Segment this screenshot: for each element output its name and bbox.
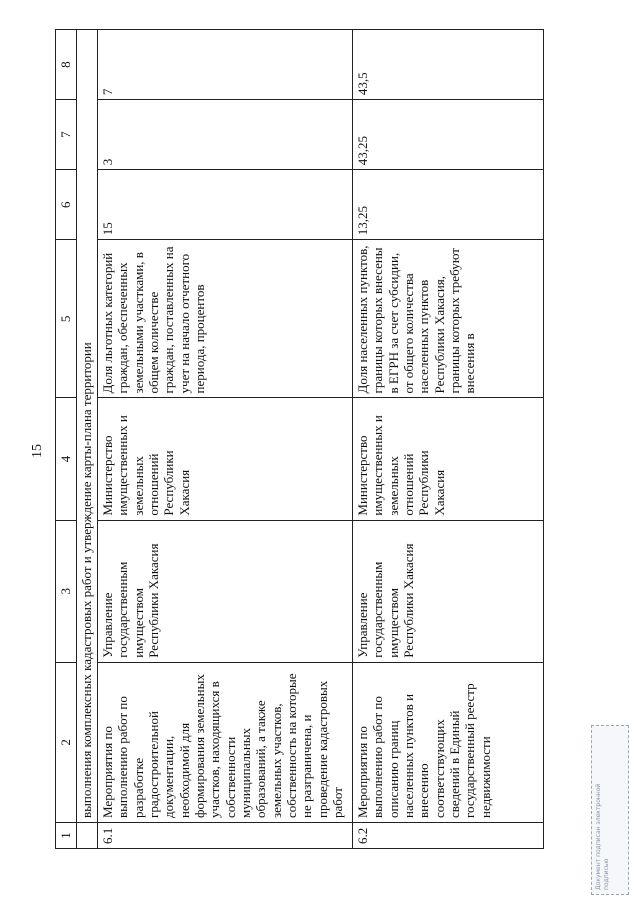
stamp-text: Документ подписан электронной подписью (595, 783, 610, 890)
page-number: 15 (30, 444, 45, 458)
header-cell: 6 (56, 170, 77, 240)
table-row (98, 30, 353, 849)
empty-cell (77, 822, 98, 848)
header-cell: 4 (56, 398, 77, 520)
value-cell-7: 43,25 (353, 100, 544, 170)
header-cell: 7 (56, 100, 77, 170)
value-cell-7: 3 (98, 100, 353, 170)
header-cell: 1 (56, 822, 77, 848)
value-cell-8: 43,5 (353, 30, 544, 100)
row-number: 6.1 (98, 822, 353, 848)
program-table (55, 29, 544, 849)
rotated-table-container (55, 29, 585, 849)
header-row (56, 30, 77, 849)
header-cell: 5 (56, 240, 77, 398)
row-number: 6.2 (353, 822, 544, 848)
table-row (353, 30, 544, 849)
ministry-cell: Министерство имущественных и земельных отношений Республики Хакасия (98, 398, 353, 520)
executor-cell: Управление государственным имуществом Республики Хакасия (98, 520, 353, 662)
indicator-cell: Доля льготных категорий граждан, обеспеченных земельными участками, в общем количестве граждан, поставленных на учет на начало отчетного периода, процентов (98, 240, 353, 398)
header-cell: 8 (56, 30, 77, 100)
electronic-signature-stamp (591, 725, 629, 895)
value-cell-8: 7 (98, 30, 353, 100)
measure-cell: Мероприятия по выполнению работ по разработке градостроительной документации, необходимой для формирования земельных участков, находящихся в собственности муниципальных образований, а также земельных участков, собственность на которые не разграничена, и проведение кадастровых работ (98, 662, 353, 822)
executor-cell: Управление государственным имуществом Республики Хакасия (353, 520, 544, 662)
section-title: выполнения комплексных кадастровых работ и утверждение карты-плана территории (77, 30, 98, 823)
indicator-cell: Доля населенных пунктов, границы которых внесены в ЕГРН за счет субсидии, от общего количества населенных пунктов Республики Хакасия, границы которых требуют внесения в (353, 240, 544, 398)
section-row (77, 30, 98, 849)
measure-cell: Мероприятия по выполнению работ по описанию границ населенных пунктов и внесению соответствующих сведений в Единый государственный реестр недвижимости (353, 662, 544, 822)
header-cell: 2 (56, 662, 77, 822)
ministry-cell: Министерство имущественных и земельных отношений Республики Хакасия (353, 398, 544, 520)
value-cell-6: 13,25 (353, 170, 544, 240)
header-cell: 3 (56, 520, 77, 662)
value-cell-6: 15 (98, 170, 353, 240)
